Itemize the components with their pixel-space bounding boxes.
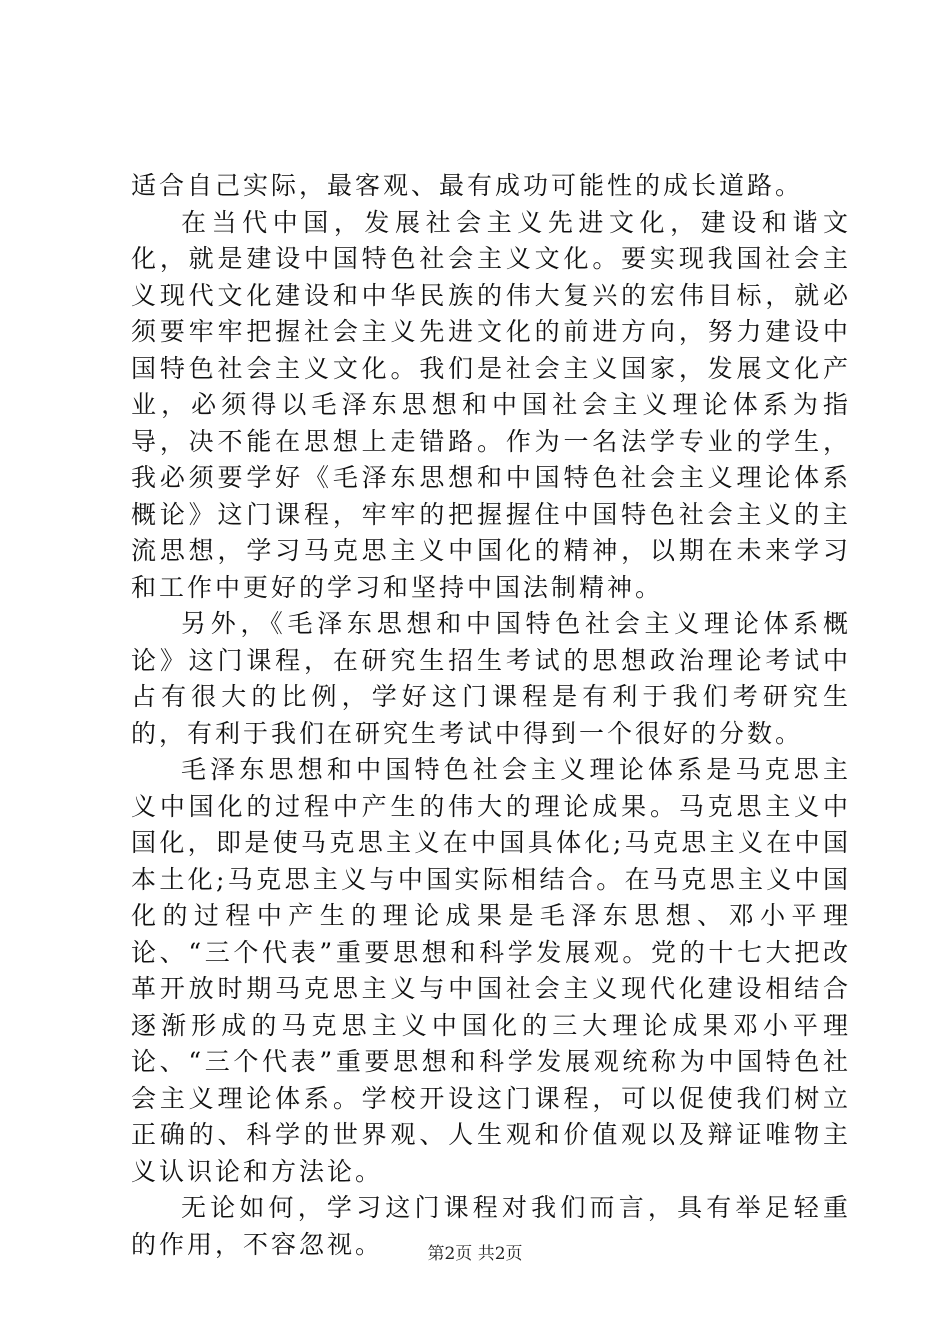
paragraph-conclusion: 无论如何，学习这门课程对我们而言，具有举足轻重的作用，不容忽视。 bbox=[131, 1193, 851, 1259]
paragraph-culture: 在当代中国，发展社会主义先进文化，建设和谐文化，就是建设中国特色社会主义文化。要实现我国社会主义现代文化建设和中华民族的伟大复兴的宏伟目标，就必须要牢牢把握社会主义先进文化的前进方向，努力建设中国特色社会主义文化。我们是社会主义国家，发展文化产业，必须得以毛泽东思想和中国社会主义理论体系为指导，决不能在思想上走错路。作为一名法学专业的学生，我必须要学好《毛泽东思想和中国特色社会主义理论体系概论》这门课程，牢牢的把握握住中国特色社会主义的主流思想，学习马克思主义中国化的精神，以期在未来学习和工作中更好的学习和坚持中国法制精神。 bbox=[131, 207, 851, 602]
paragraph-exam: 另外，《毛泽东思想和中国特色社会主义理论体系概论》这门课程，在研究生招生考试的思想政治理论考试中占有很大的比例，学好这门课程是有利于我们考研究生的，有利于我们在研究生考试中得到一个很好的分数。 bbox=[131, 609, 851, 748]
paragraph-continuation: 适合自己实际，最客观、最有成功可能性的成长道路。 bbox=[131, 171, 804, 200]
page-number-footer: 第2页 共2页 bbox=[427, 1244, 523, 1264]
document-body bbox=[131, 168, 851, 1263]
paragraph-theory: 毛泽东思想和中国特色社会主义理论体系是马克思主义中国化的过程中产生的伟大的理论成果。马克思主义中国化，即是使马克思主义在中国具体化;马克思主义在中国本土化;马克思主义与中国实际相结合。在马克思主义中国化的过程中产生的理论成果是毛泽东思想、邓小平理论、“三个代表”重要思想和科学发展观。党的十七大把改革开放时期马克思主义与中国社会主义现代化建设相结合逐渐形成的马克思主义中国化的三大理论成果邓小平理论、“三个代表”重要思想和科学发展观统称为中国特色社会主义理论体系。学校开设这门课程，可以促使我们树立正确的、科学的世界观、人生观和价值观以及辩证唯物主义认识论和方法论。 bbox=[131, 755, 851, 1186]
